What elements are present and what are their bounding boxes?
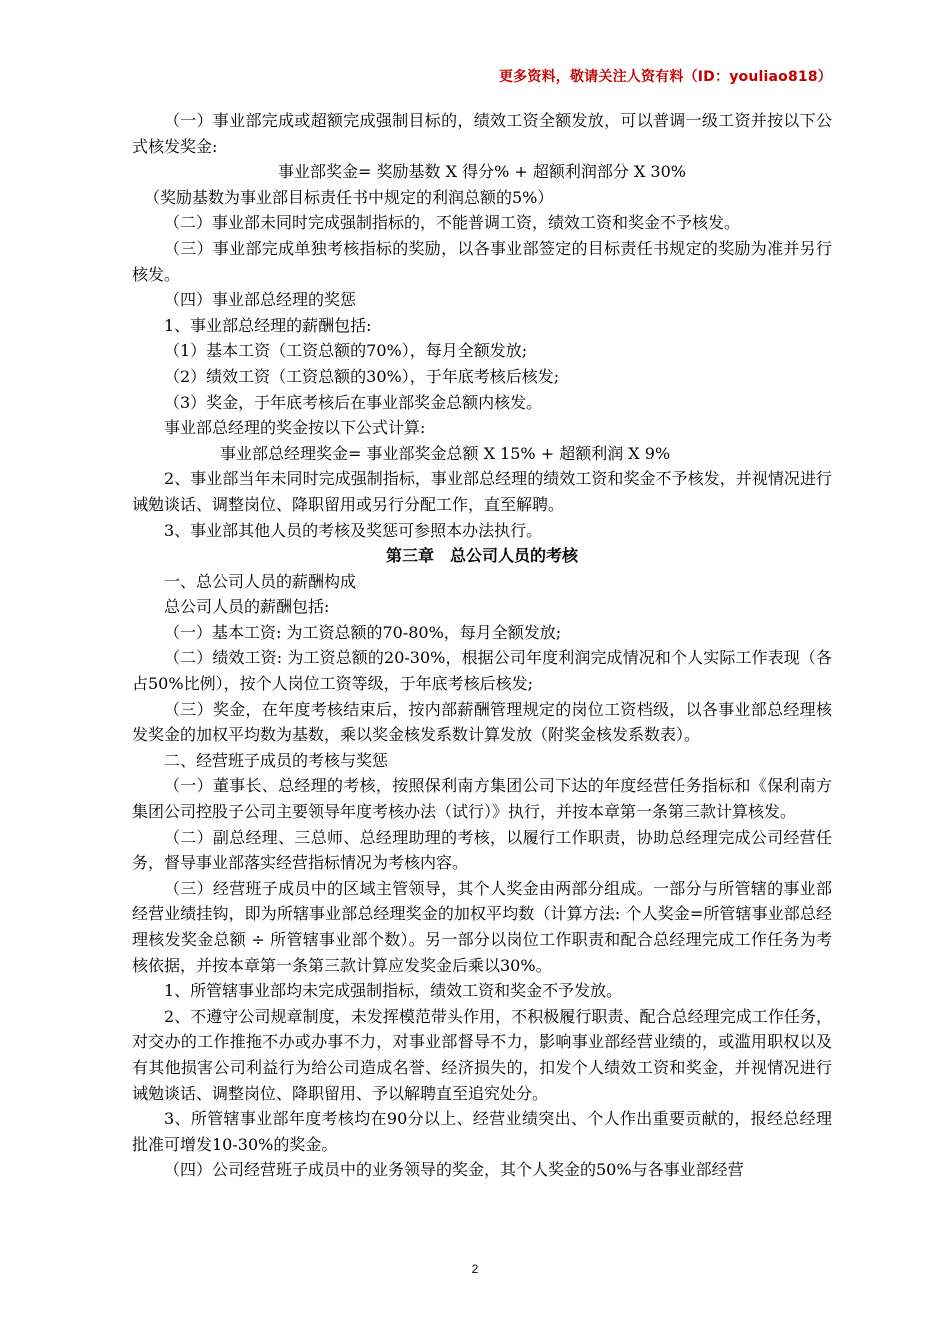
paragraph: （一）董事长、总经理的考核，按照保利南方集团公司下达的年度经营任务指标和《保利南方集团公司控股子公司主要领导年度考核办法（试行）》执行，并按本章第一条第三款计算核发。	[132, 776, 832, 822]
chapter-heading: 第三章 总公司人员的考核	[385, 546, 578, 566]
formula-line: 事业部奖金= 奖励基数 X 得分% + 超额利润部分 X 30%	[278, 162, 686, 182]
document-body	[132, 108, 832, 1183]
paragraph: （三）事业部完成单独考核指标的奖励，以各事业部签定的目标责任书规定的奖励为准并另行核发。	[132, 238, 832, 284]
paragraph: （2）绩效工资（工资总额的30%），于年底考核后核发;	[164, 366, 560, 386]
paragraph: （三）经营班子成员中的区域主管领导，其个人奖金由两部分组成。一部分与所管辖的事业部经营业绩挂钩，即为所辖事业部总经理奖金的加权平均数（计算方法: 个人奖金=所管辖事业部总经理核发奖金总额 ÷ 所管辖事业部个数）。另一部分以岗位工作职责和配合总经理完成工作任务为考核依据，并按本章第一条第三款计算应发奖金后乘以30%。	[132, 878, 832, 975]
paragraph: （四）公司经营班子成员中的业务领导的奖金，其个人奖金的50%与各事业部经营	[164, 1160, 744, 1180]
paragraph: （一）事业部完成或超额完成强制目标的，绩效工资全额发放，可以普调一级工资并按以下公式核发奖金:	[132, 111, 832, 156]
paragraph: 1、事业部总经理的薪酬包括:	[164, 315, 372, 335]
paragraph: （二）绩效工资: 为工资总额的20-30%，根据公司年度利润完成情况和个人实际工作表现（各占50%比例），按个人岗位工资等级，于年底考核后核发;	[132, 648, 832, 694]
page-number: 2	[471, 1262, 479, 1276]
paragraph: （一）基本工资: 为工资总额的70-80%，每月全额发放;	[164, 622, 562, 642]
paragraph: 2、事业部当年未同时完成强制指标，事业部总经理的绩效工资和奖金不予核发，并视情况进行诫勉谈话、调整岗位、降职留用或另行分配工作，直至解聘。	[132, 469, 832, 514]
paragraph: （二）事业部未同时完成强制指标的，不能普调工资，绩效工资和奖金不予核发。	[164, 213, 741, 233]
paragraph: （1）基本工资（工资总额的70%），每月全额发放;	[164, 341, 528, 361]
paragraph: 3、事业部其他人员的考核及奖惩可参照本办法执行。	[164, 520, 543, 540]
paragraph: （三）奖金，在年度考核结束后，按内部薪酬管理规定的岗位工资档级，以各事业部总经理核发奖金的加权平均数为基数，乘以奖金核发系数计算发放（附奖金核发系数表）。	[132, 699, 832, 745]
section-heading: 二、经营班子成员的考核与奖惩	[164, 750, 389, 770]
paragraph: （四）事业部总经理的奖惩	[164, 290, 357, 310]
paragraph: （二）副总经理、三总师、总经理助理的考核，以履行工作职责，协助总经理完成公司经营任务，督导事业部落实经营指标情况为考核内容。	[132, 827, 832, 873]
formula-line: 事业部总经理奖金= 事业部奖金总额 X 15% + 超额利润 X 9%	[220, 443, 671, 463]
paragraph: 1、所管辖事业部均未完成强制指标，绩效工资和奖金不予发放。	[164, 981, 623, 1001]
paragraph: （3）奖金，于年底考核后在事业部奖金总额内核发。	[164, 392, 543, 412]
paragraph: 事业部总经理的奖金按以下公式计算:	[164, 418, 426, 438]
paragraph: 3、所管辖事业部年度考核均在90分以上、经营业绩突出、个人作出重要贡献的，报经总经理批准可增发10-30%的奖金。	[132, 1109, 832, 1154]
paragraph: 2、不遵守公司规章制度，未发挥模范带头作用，不积极履行职责、配合总经理完成工作任务，对交办的工作推拖不办或办事不力，对事业部督导不力，影响事业部经营业绩的，或滥用职权以及有其他损害公司利益行为给公司造成名誉、经济损失的，扣发个人绩效工资和奖金，并视情况进行诫勉谈话、调整岗位、降职留用、予以解聘直至追究处分。	[132, 1006, 832, 1103]
paragraph: （奖励基数为事业部目标责任书中规定的利润总额的5%）	[144, 187, 554, 207]
paragraph: 总公司人员的薪酬包括:	[164, 597, 330, 617]
header-note: 更多资料，敬请关注人资有料（ID：youliao818）	[498, 69, 832, 85]
section-heading: 一、总公司人员的薪酬构成	[164, 571, 357, 591]
